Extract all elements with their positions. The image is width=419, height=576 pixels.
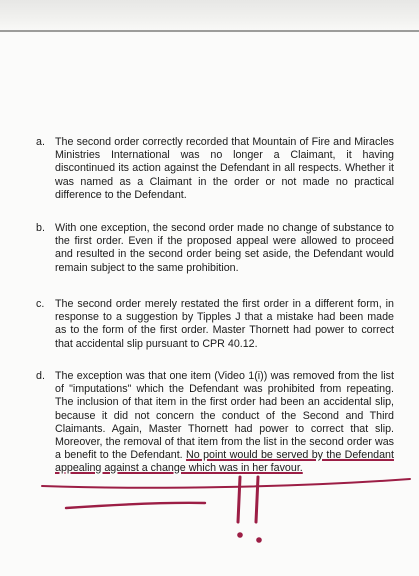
exclamation-line-left xyxy=(238,477,240,522)
exclamation-line-right xyxy=(256,477,258,522)
annotation-short-stroke xyxy=(66,503,205,508)
paragraph-label: c. xyxy=(36,298,45,310)
paragraph-text: The second order merely restated the first order in a different form, in response to a suggestion by Tipples J that a mistake had been made as to the form of the first order. Master Thornett had power to correct that accidental slip pursuant to CPR 40.12. xyxy=(55,298,394,350)
exclamation-dot-right xyxy=(256,537,262,543)
annotation-underline-stroke xyxy=(42,479,410,488)
paragraph-label: d. xyxy=(36,370,45,382)
exclamation-dot-left xyxy=(237,532,243,538)
paragraph-label: b. xyxy=(36,222,45,234)
underlined-sentence: No point would be served by the Defendant appealing against a change which was in her favour. xyxy=(55,449,394,475)
paragraph-text: With one exception, the second order made no change of substance to the first order. Even if the proposed appeal were allowed to proceed and resulted in the second order being set aside, the Defendant would remain subject to the same prohibition. xyxy=(55,222,394,274)
paragraph-label: a. xyxy=(36,136,45,148)
paragraph-text: The second order correctly recorded that Mountain of Fire and Miracles Ministries International was no longer a Claimant, it having discontinued its action against the Defendant in all respects. Whether it was named as a Claimant in the order or not made no practical difference to the Defendant. xyxy=(55,136,394,201)
paragraph-text-main: The exception was that one item (Video 1(i)) was removed from the list of "imputations" which the Defendant was prohibited from repeating. The inclusion of that item in the first order had been an accidental slip, because it did not concern the conduct of the Second and Third Claimants. Again, Master Thornett had power to correct that slip. Moreover, the removal of that item from the list in the second order was a benefit to the Defendant. xyxy=(55,370,394,462)
